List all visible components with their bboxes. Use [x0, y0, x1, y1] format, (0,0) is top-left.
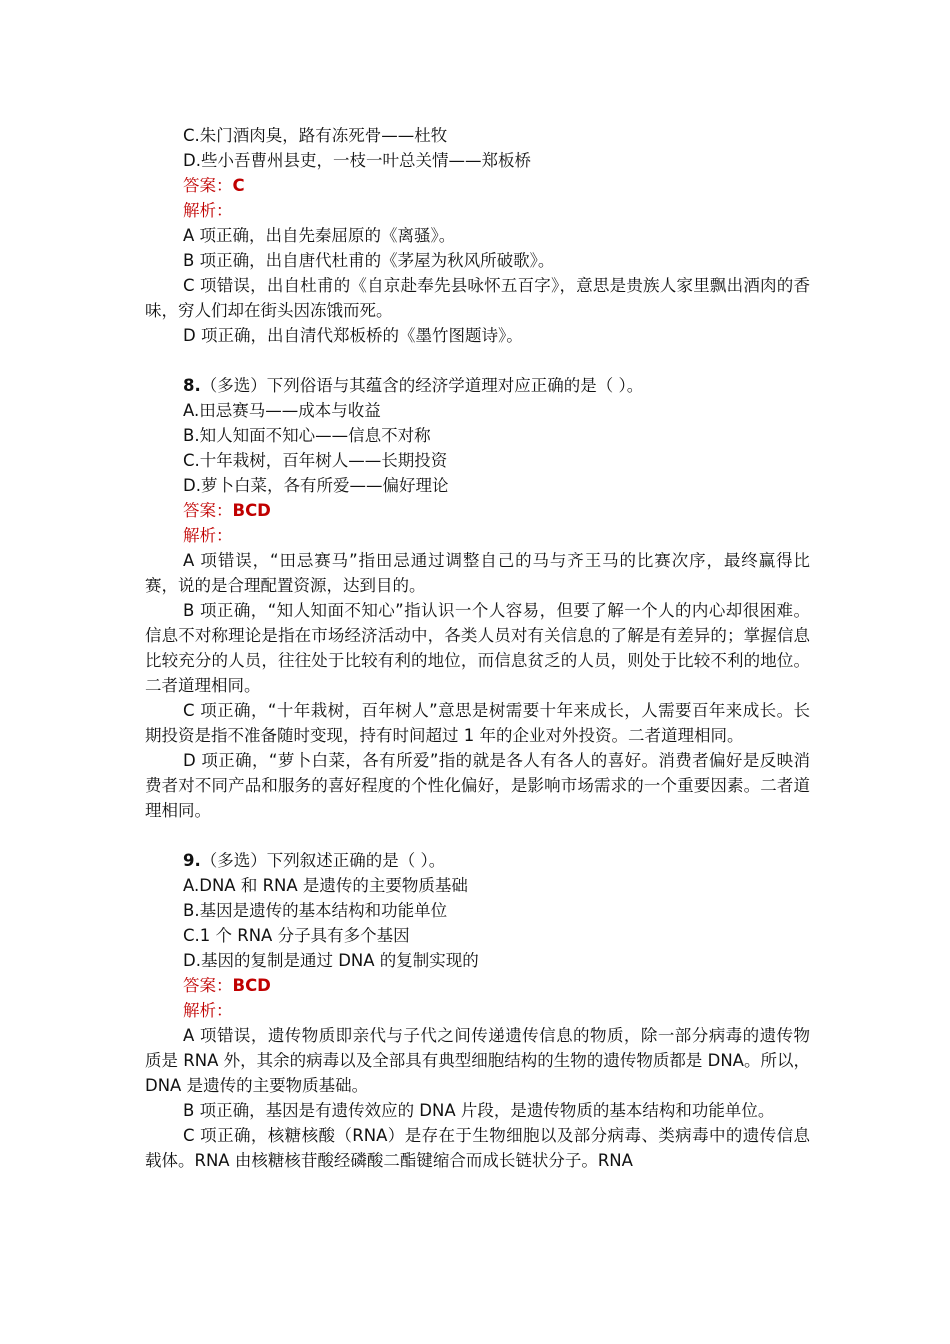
question-text: （多选）下列叙述正确的是（ ）。 [200, 851, 446, 870]
q8-answer [145, 498, 810, 523]
answer-label: 答案： [183, 501, 233, 520]
spacer [145, 348, 810, 373]
q7-analysis-b: B 项正确，出自唐代杜甫的《茅屋为秋风所破歌》。 [183, 251, 555, 270]
q8-analysis-b: B 项正确，“知人知面不知心”指认识一个人容易，但要了解一个人的内心却很困难。信息不对称理论是指在市场经济活动中，各类人员对有关信息的了解是有差异的；掌握信息比较充分的人员，往往处于比较有利的地位，而信息贫乏的人员，则处于比较不利的地位。二者道理相同。 [145, 601, 810, 695]
question-9 [145, 848, 810, 1173]
q8-analysis-label: 解析： [183, 526, 233, 545]
question-number: 8. [183, 376, 201, 395]
q9-stem [145, 848, 810, 873]
q8-analysis-d: D 项正确，“萝卜白菜，各有所爱”指的就是各人有各人的喜好。消费者偏好是反映消费者对不同产品和服务的喜好程度的个性化偏好，是影响市场需求的一个重要因素。二者道理相同。 [145, 751, 810, 820]
q9-option-c: C.1 个 RNA 分子具有多个基因 [183, 926, 410, 945]
answer-label: 答案： [183, 976, 233, 995]
q8-analysis-a: A 项错误，“田忌赛马”指田忌通过调整自己的马与齐王马的比赛次序，最终赢得比赛，说的是合理配置资源，达到目的。 [145, 551, 810, 595]
q7-analysis-c: C 项错误，出自杜甫的《自京赴奉先县咏怀五百字》，意思是贵族人家里飘出酒肉的香味，穷人们却在街头因冻饿而死。 [145, 276, 810, 320]
q9-option-d: D.基因的复制是通过 DNA 的复制实现的 [183, 951, 479, 970]
question-text: （多选）下列俗语与其蕴含的经济学道理对应正确的是（ ）。 [200, 376, 644, 395]
question-7 [145, 123, 810, 348]
q8-analysis-c: C 项正确，“十年栽树，百年树人”意思是树需要十年来成长，人需要百年来成长。长期投资是指不准备随时变现，持有时间超过 1 年的企业对外投资。二者道理相同。 [145, 701, 810, 745]
q9-analysis-b: B 项正确，基因是有遗传效应的 DNA 片段，是遗传物质的基本结构和功能单位。 [183, 1101, 775, 1120]
answer-value: BCD [232, 976, 271, 995]
q8-option-c: C.十年栽树，百年树人——长期投资 [183, 451, 448, 470]
answer-value: C [232, 176, 245, 195]
answer-value: BCD [232, 501, 271, 520]
question-number: 9. [183, 851, 201, 870]
question-8 [145, 373, 810, 823]
q9-analysis-label: 解析： [183, 1001, 233, 1020]
q9-analysis-c: C 项正确，核糖核酸（RNA）是存在于生物细胞以及部分病毒、类病毒中的遗传信息载体。RNA 由核糖核苷酸经磷酸二酯键缩合而成长链状分子。RNA [145, 1126, 810, 1170]
q8-option-b: B.知人知面不知心——信息不对称 [183, 426, 431, 445]
q9-answer [145, 973, 810, 998]
q7-answer [145, 173, 810, 198]
q9-analysis-a: A 项错误，遗传物质即亲代与子代之间传递遗传信息的物质，除一部分病毒的遗传物质是 RNA 外，其余的病毒以及全部具有典型细胞结构的生物的遗传物质都是 DNA。所以，DNA 是遗传的主要物质基础。 [145, 1026, 810, 1095]
q9-option-b: B.基因是遗传的基本结构和功能单位 [183, 901, 448, 920]
q8-option-d: D.萝卜白菜，各有所爱——偏好理论 [183, 476, 449, 495]
q7-analysis-d: D 项正确，出自清代郑板桥的《墨竹图题诗》。 [183, 326, 523, 345]
q7-option-c: C.朱门酒肉臭，路有冻死骨——杜牧 [183, 126, 448, 145]
answer-label: 答案： [183, 176, 233, 195]
q8-option-a: A.田忌赛马——成本与收益 [183, 401, 381, 420]
q7-option-d: D.些小吾曹州县吏，一枝一叶总关情——郑板桥 [183, 151, 531, 170]
spacer [145, 823, 810, 848]
q7-analysis-label: 解析： [183, 201, 233, 220]
q8-stem [145, 373, 810, 398]
q9-option-a: A.DNA 和 RNA 是遗传的主要物质基础 [183, 876, 468, 895]
document-page [145, 123, 810, 1173]
q7-analysis-a: A 项正确，出自先秦屈原的《离骚》。 [183, 226, 456, 245]
